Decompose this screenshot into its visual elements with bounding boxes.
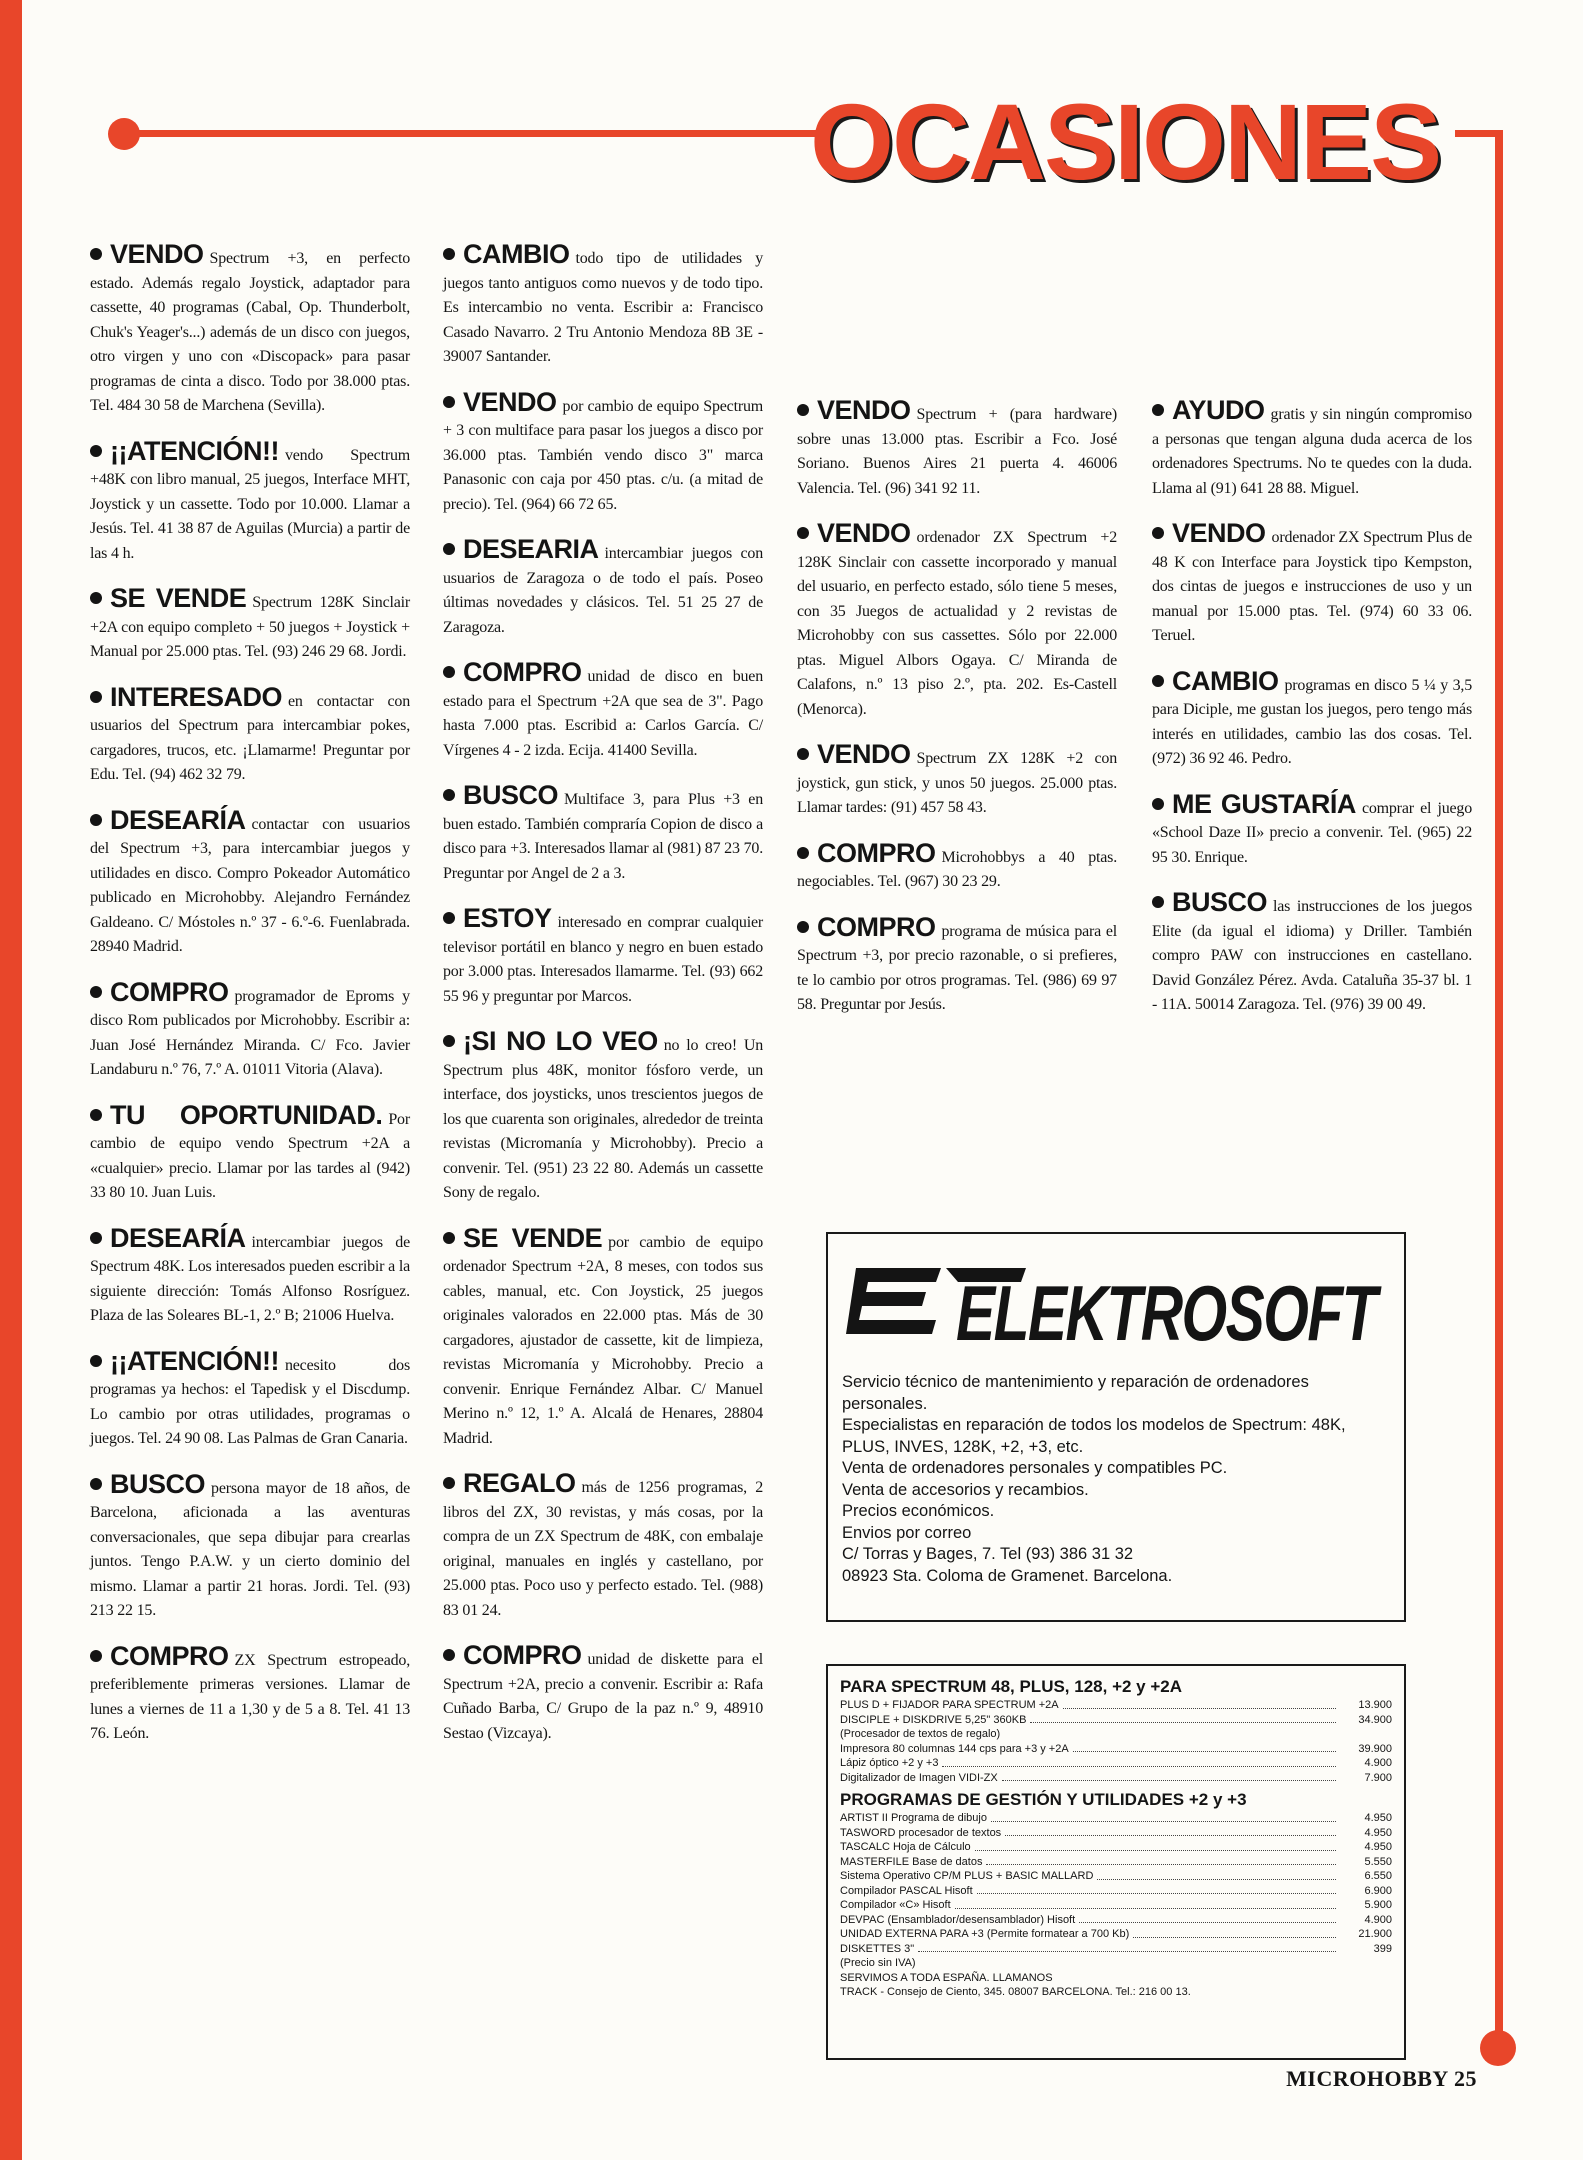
bullet-icon [1152,527,1164,539]
ad-text: contactar con usuarios del Spectrum +3, para intercambiar juegos y utilidades en disco. Compro Pokeador Automático publicado en Microhobby. Alejandro Fernández Galdeano. C/ Móstoles n.º 37 - 6.º-6. Fuenlabrada. 28940 Madrid. [90,815,410,955]
classified-ad [443,1222,763,1452]
classified-ad [797,518,1117,722]
footer-rule-dot [1480,2030,1516,2066]
leader-dots [942,1756,1336,1767]
price-item-label: TASCALC Hoja de Cálculo [840,1841,971,1853]
bullet-icon [90,1478,102,1490]
elektrosoft-logo [846,1248,1386,1358]
price-row [840,1771,1392,1786]
price-item-label: DISKETTES 3" [840,1942,915,1955]
ad-keyword: COMPRO [463,1640,582,1670]
ad-text: Spectrum ZX 128K +2 con joystick, gun stick, y unos 50 juegos. 25.000 ptas. Llamar tardes: (91) 457 58 43. [797,750,1117,816]
price-row [840,1826,1392,1841]
ad-text: Por cambio de equipo vendo Spectrum +2A a «cualquier» precio. Llamar por las tardes al (942) 33 80 10. Juan Luis. [90,1110,410,1201]
price-row [840,1756,1392,1771]
ad-keyword: COMPRO [110,976,229,1007]
classified-ad [1152,395,1472,501]
price-row [840,1913,1392,1928]
classified-ad [90,1468,410,1624]
price-item-label: ARTIST II Programa de dibujo [840,1812,987,1824]
ad-text: unidad de disco en buen estado para el Spectrum +2A que sea de 3". Pago hasta 7.000 ptas. Escribid a: Carlos García. C/ Vírgenes 4 - 2 izda. Ecija. 41400 Sevilla. [443,668,763,759]
ad-keyword: BUSCO [463,780,559,810]
elektrosoft-line: Venta de accesorios y recambios. [842,1480,1089,1499]
price-row [840,1811,1392,1826]
ad-keyword: VENDO [817,739,911,769]
classified-ad [90,681,410,788]
ad-text: Multiface 3, para Plus +3 en buen estado. También compraría Copion de disco a disco para +3. Interesados llamar al (981) 87 23 70. Preguntar por Angel de 2 a 3. [443,791,763,882]
price-item-value: 4.950 [1364,1841,1392,1853]
ad-keyword: BUSCO [110,1468,206,1499]
right-rule [1495,130,1503,2040]
classified-ad [90,976,410,1083]
price-note: (Precio sin IVA) [840,1957,916,1969]
ad-keyword: ESTOY [463,903,552,933]
classified-ad [443,1640,763,1746]
price-list-hardware [840,1698,1392,1785]
leader-dots [918,1942,1336,1953]
ad-text: necesito dos programas ya hechos: el Tapedisk y el Discdump. Lo cambio por otras utilidades, programas o juegos. Tel. 24 90 08. Las Palmas de Gran Canaria. [90,1356,410,1447]
ad-keyword: AYUDO [1172,395,1265,425]
classified-ad [1152,788,1473,871]
ad-keyword: COMPRO [463,657,582,687]
price-item-value: 6.550 [1364,1870,1392,1882]
leader-dots [986,1855,1336,1866]
page-footer: MICROHOBBY 25 [1286,2066,1477,2091]
leader-dots [1097,1869,1336,1880]
ad-text: gratis y sin ningún compromiso a personas que tengan alguna duda acerca de los ordenadores Spectrums. No te quedes con la duda. Llama al (91) 641 28 88. Miguel. [1152,406,1472,497]
price-row [840,1942,1392,1957]
ad-keyword: ME GUSTARÍA [1172,788,1356,819]
ad-text: intercambiar juegos de Spectrum 48K. Los interesados pueden escribir a la siguiente dirección: Tomás Alfonso Rosríguez. Plaza de las Soleares BL-1, 2.º B; 21006 Huelva. [90,1233,410,1324]
ad-text: en contactar con usuarios del Spectrum para intercambiar pokes, cargadores, trucos, etc. ¡Llamarme! Preguntar por Edu. Tel. (94) 462 32 79. [90,692,410,783]
classified-ad [90,1640,410,1747]
ad-text: interesado en comprar cualquier televisor portátil en blanco y negro en buen estado por 3.000 ptas. Interesados llamarme. Tel. (93) 662 55 96 y preguntar por Marcos. [443,914,763,1005]
bullet-icon [1152,896,1164,908]
price-row [840,1898,1392,1913]
bullet-icon [90,445,102,457]
ad-text: programas en disco 5 ¼ y 3,5 para Diciple, me gustan los juegos, pero tengo más interés en utilidades, cambio las dos cosas. Tel. (972) 36 92 46. Pedro. [1152,676,1472,767]
classified-ad [443,780,763,886]
bullet-icon [443,248,455,260]
elektrosoft-line: Venta de ordenadores personales y compatibles PC. [842,1459,1228,1477]
elektrosoft-text [842,1372,1392,1587]
bullet-icon [90,691,102,703]
section-title: OCASIONES [810,81,1441,202]
ad-text: ZX Spectrum estropeado, preferiblemente primeras versiones. Llamar de lunes a viernes de 11 a 1,30 y de 5 a 8. Tel. 41 13 76. León. [90,1651,410,1742]
bullet-icon [90,814,102,826]
elektrosoft-line: Especialistas en reparación de todos los modelos de Spectrum: 48K, PLUS, INVES, 128K, +2, +3, etc. [842,1416,1346,1456]
price-item-value: 39.900 [1358,1742,1392,1755]
leader-dots [977,1884,1336,1895]
bullet-icon [443,396,455,408]
bullet-icon [90,986,102,998]
leader-dots [991,1811,1336,1822]
price-item-label: MASTERFILE Base de datos [840,1855,983,1868]
classified-ad [90,804,410,960]
classified-ad [90,583,410,665]
leader-dots [1002,1771,1336,1782]
leader-dots [955,1898,1336,1909]
leader-dots [1005,1826,1336,1837]
classified-ad [443,534,763,640]
elektrosoft-line: C/ Torras y Bages, 7. Tel (93) 386 31 32 [842,1545,1134,1563]
bullet-icon [1152,404,1164,416]
ad-keyword: VENDO [1172,518,1266,548]
elektrosoft-line: Servicio técnico de mantenimiento y reparación de ordenadores personales. [842,1373,1309,1413]
bullet-icon [797,921,809,933]
ad-text: persona mayor de 18 años, de Barcelona, aficionada a las aventuras conversacionales, que sepa dibujar para crearlas juntos. Tengo P.A.W. y un cierto dominio del mismo. Llamar a partir 21 horas. Jordi. Tel. (93) 213 22 15. [90,1479,410,1619]
classified-ad [1152,665,1472,772]
ad-text: no lo creo! Un Spectrum plus 48K, monitor fósforo verde, un interface, dos joysticks, unos trescientos juegos de los que cuarenta son originales, alrededor de treinta revistas (Micromanía y Microhobby). Precio a convenir. Tel. (951) 23 22 80. Además un cassette Sony de regalo. [443,1037,763,1201]
ad-text: unidad de diskette para el Spectrum +2A, precio a convenir. Escribir a: Rafa Cuñado Barba, C/ Grupo de la paz n.º 9, 48910 Sestao (Vizcaya). [443,1651,763,1742]
price-row [840,1855,1392,1870]
classified-ad [1152,518,1472,649]
ad-text: más de 1256 programas, 2 libros del ZX, 30 revistas, y más cosas, por la compra de un ZX Spectrum de 48K, con embalaje original, manuales en inglés y castellano, por 25.000 ptas. Poco uso y perfecto estado. Tel. (988) 83 01 24. [443,1479,763,1619]
classified-ad [443,903,763,1009]
ad-text: todo tipo de utilidades y juegos tanto antiguos como nuevos y de todo tipo. Es intercambio no venta. Escribir a: Francisco Casado Navarro. 2 Tru Antonio Mendoza 8B 3E - 39007 Santander. [443,250,763,365]
price-row [840,1742,1392,1757]
leader-dots [975,1840,1336,1851]
price-row [840,1727,1392,1742]
header-rule [118,130,818,137]
bullet-icon [90,1232,102,1244]
ad-keyword: DESEARÍA [110,804,246,835]
price-item-value: 6.900 [1364,1884,1392,1897]
price-row [840,1840,1392,1855]
bullet-icon [797,527,809,539]
elektrosoft-logo-text: ELEKTROSOFT [956,1269,1383,1357]
ad-keyword: VENDO [463,386,557,417]
elektrosoft-line: 08923 Sta. Coloma de Gramenet. Barcelona. [842,1566,1173,1585]
classified-ad [443,657,763,763]
ad-keyword: SE VENDE [463,1222,603,1253]
price-item-value: 5.550 [1364,1855,1392,1868]
price-note: SERVIMOS A TODA ESPAÑA. LLAMANOS [840,1971,1053,1984]
price-item-value: 399 [1373,1942,1392,1955]
ad-keyword: VENDO [817,518,911,548]
leader-dots [1073,1742,1336,1753]
ad-keyword: ¡SI NO LO VEO [463,1026,658,1056]
classified-ad [797,911,1117,1018]
ad-text: Microhobbys a 40 ptas. negociables. Tel. (967) 30 23 29. [797,848,1117,890]
ad-keyword: VENDO [110,239,204,269]
ad-text: programador de Eproms y disco Rom publicados por Microhobby. Escribir a: Juan José Hernández Miranda. C/ Fco. Javier Landaburu n.º 76, 7.º A. 01011 Vitoria (Alava). [90,987,410,1078]
ad-text: ordenador ZX Spectrum +2 128K Sinclair con cassette incorporado y manual del usuario, en perfecto estado, sólo tiene 5 meses, con 35 Juegos de actualidad y 2 revistas de Microhobby con sus cassettes. Sólo por 22.000 ptas. Miguel Albors Ogaya. C/ Miranda de Calafons, n.º 13 piso 2.º, pta. 202. Es-Castell (Menorca). [797,529,1117,718]
bullet-icon [443,1035,455,1047]
bullet-icon [797,847,809,859]
price-item-value: 34.900 [1358,1713,1392,1726]
price-item-value: 5.900 [1364,1899,1392,1911]
left-red-bar [0,0,22,2160]
price-item-value: 21.900 [1358,1928,1392,1940]
elektrosoft-ad [826,1232,1406,1622]
ad-keyword: ¡¡ATENCIÓN!! [110,435,279,466]
price-item-label: Compilador «C» Hisoft [840,1899,951,1911]
ad-text: Spectrum +3, en perfecto estado. Además regalo Joystick, adaptador para cassette, 40 programas (Cabal, Op. Thunderbolt, Chuk's Yeager's...) además de un disco con juegos, otro virgen y uno con «Discopack» para pasar programas de cinta a disco. Todo por 38.000 ptas. Tel. 484 30 58 de Marchena (Sevilla). [90,250,410,414]
ad-keyword: TU OPORTUNIDAD. [110,1099,383,1130]
price-item-label: Digitalizador de Imagen VIDI-ZX [840,1771,998,1784]
ad-keyword: COMPRO [110,1640,229,1671]
bullet-icon [443,1477,455,1489]
bullet-icon [90,1109,102,1121]
bullet-icon [443,666,455,678]
price-row [840,1869,1392,1884]
classified-ad [90,1099,410,1206]
ad-text: las instrucciones de los juegos Elite (da igual el idioma) y Driller. También compro PAW con instrucciones en castellano. David González Pérez. Avda. Cataluña 35-37 bl. 1 - 11A. 50014 Zaragoza. Tel. (976) 39 00 49. [1152,898,1472,1013]
classified-ad [90,1222,410,1329]
ad-text: Spectrum 128K Sinclair +2A con equipo completo + 50 juegos + Joystick + Manual por 25.000 ptas. Tel. (93) 246 29 68. Jordi. [90,594,410,660]
price-item-label: PLUS D + FIJADOR PARA SPECTRUM +2A [840,1699,1059,1711]
classified-ad [443,239,763,370]
bullet-icon [90,1355,102,1367]
bullet-icon [443,1649,455,1661]
ad-text: por cambio de equipo Spectrum + 3 con multiface para pasar los juegos a disco por 36.000 ptas. También vendo disco 3" marca Panasonic con caja por 450 ptas. c/u. (a mitad de precio). Tel. (964) 66 72 65. [443,397,763,513]
price-heading-hardware: PARA SPECTRUM 48, PLUS, 128, +2 y +2A [840,1677,1183,1696]
leader-dots [1063,1698,1336,1709]
ads-column-1 [90,239,410,1767]
ad-text: comprar el juego «School Daze II» precio a convenir. Tel. (965) 22 95 30. Enrique. [1152,799,1473,866]
price-heading-software: PROGRAMAS DE GESTIÓN Y UTILIDADES +2 y +3 [840,1790,1247,1809]
bullet-icon [90,1650,102,1662]
classified-ad [90,435,410,567]
ad-keyword: DESEARÍA [110,1222,246,1253]
ad-text: Spectrum + (para hardware) sobre unas 13.000 ptas. Escribir a Fco. José Soriano. Buenos Aires 21 puerta 4. 46006 Valencia. Tel. (96) 341 92 11. [797,406,1117,497]
price-item-label: (Procesador de textos de regalo) [840,1728,1001,1740]
classified-ad [443,1026,763,1206]
price-item-value: 7.900 [1364,1771,1392,1784]
bullet-icon [90,248,102,260]
ads-column-2 [443,239,763,1766]
ads-column-3 [797,395,1117,1038]
classified-ad [797,739,1117,821]
price-item-label: DEVPAC (Ensamblador/desensamblador) Hisoft [840,1913,1076,1926]
ad-text: por cambio de equipo ordenador Spectrum +2A, 8 meses, con todos sus cables, manual, etc. Con Joystick, 25 juegos originales valorados en 22.000 ptas. Más de 30 cargadores, ajustador de cassette, kit de limpieza, revistas Micromanía y Microhobby. Precio a convenir. Enrique Fernández Albar. C/ Manuel Merino n.º 12, 1.º A. Alcalá de Henares, 28804 Madrid. [443,1233,763,1447]
ad-text: intercambiar juegos con usuarios de Zaragoza o de todo el país. Poseo últimas novedades y clásicos. Tel. 51 25 27 de Zaragoza. [443,545,763,636]
classified-ad [797,837,1117,895]
classified-ad [90,1345,410,1452]
ad-text: ordenador ZX Spectrum Plus de 48 K con Interface para Joystick tipo Kempston, dos cintas de juegos e instrucciones de uso y un manual por 15.000 ptas. Tel. (974) 60 33 06. Teruel. [1152,529,1472,644]
bullet-icon [1152,675,1164,687]
ads-column-4 [1152,395,1473,1038]
ad-keyword: COMPRO [817,911,936,942]
price-item-label: DISCIPLE + DISKDRIVE 5,25" 360KB [840,1713,1027,1726]
price-row [840,1884,1392,1899]
price-item-label: TASWORD procesador de textos [840,1826,1002,1839]
track-price-list [826,1664,1406,2060]
leader-dots [1133,1927,1336,1938]
leader-dots [1079,1913,1336,1924]
price-item-label: Sistema Operativo CP/M PLUS + BASIC MALLARD [840,1870,1094,1882]
price-item-value: 4.900 [1364,1757,1392,1769]
price-item-value: 4.900 [1364,1913,1392,1926]
ad-keyword: REGALO [463,1468,576,1498]
price-item-label: Lápiz óptico +2 y +3 [840,1757,939,1769]
ad-keyword: CAMBIO [1172,665,1279,696]
ad-keyword: COMPRO [817,837,936,868]
classified-ad [443,1468,763,1623]
classified-ad [1152,887,1472,1018]
classified-ad [90,239,410,419]
price-item-label: UNIDAD EXTERNA PARA +3 (Permite formatear a 700 Kb) [840,1928,1130,1940]
bullet-icon [443,543,455,555]
price-note: TRACK - Consejo de Ciento, 345. 08007 BARCELONA. Tel.: 216 00 13. [840,1986,1191,1998]
bullet-icon [1152,798,1164,810]
elektrosoft-line: Envios por correo [842,1523,972,1542]
price-row [840,1698,1392,1713]
bullet-icon [443,789,455,801]
leader-dots [1030,1713,1336,1724]
elektrosoft-line: Precios económicos. [842,1502,995,1520]
ad-keyword: BUSCO [1172,887,1268,917]
ad-text: programa de música para el Spectrum +3, por precio razonable, o si prefieres, te lo cambio por otros programas. Tel. (986) 69 97 58. Preguntar por Jesús. [797,922,1117,1013]
price-item-label: Impresora 80 columnas 144 cps para +3 y +2A [840,1742,1069,1755]
price-item-value: 13.900 [1358,1699,1392,1711]
classified-ad [797,395,1117,501]
ad-text: vendo Spectrum +48K con libro manual, 25 juegos, Interface MHT, Joystick y un cassette. Todo por 10.000. Llamar a Jesús. Tel. 41 38 87 de Aguilas (Murcia) a partir de las 4 h. [90,446,410,562]
price-row [840,1927,1392,1942]
price-row [840,1713,1392,1728]
price-item-value: 4.950 [1364,1812,1392,1824]
bullet-icon [797,404,809,416]
ad-keyword: VENDO [817,395,911,425]
ad-keyword: SE VENDE [110,583,247,613]
bullet-icon [443,912,455,924]
ad-keyword: DESEARIA [463,534,599,564]
price-item-value: 4.950 [1364,1826,1392,1839]
bullet-icon [443,1232,455,1244]
price-list-software [840,1811,1392,1956]
ad-keyword: INTERESADO [110,681,283,712]
bullet-icon [90,592,102,604]
bullet-icon [797,748,809,760]
ad-keyword: CAMBIO [463,239,570,269]
price-item-label: Compilador PASCAL Hisoft [840,1884,973,1897]
ad-keyword: ¡¡ATENCIÓN!! [110,1345,279,1376]
classified-ad [443,386,763,518]
